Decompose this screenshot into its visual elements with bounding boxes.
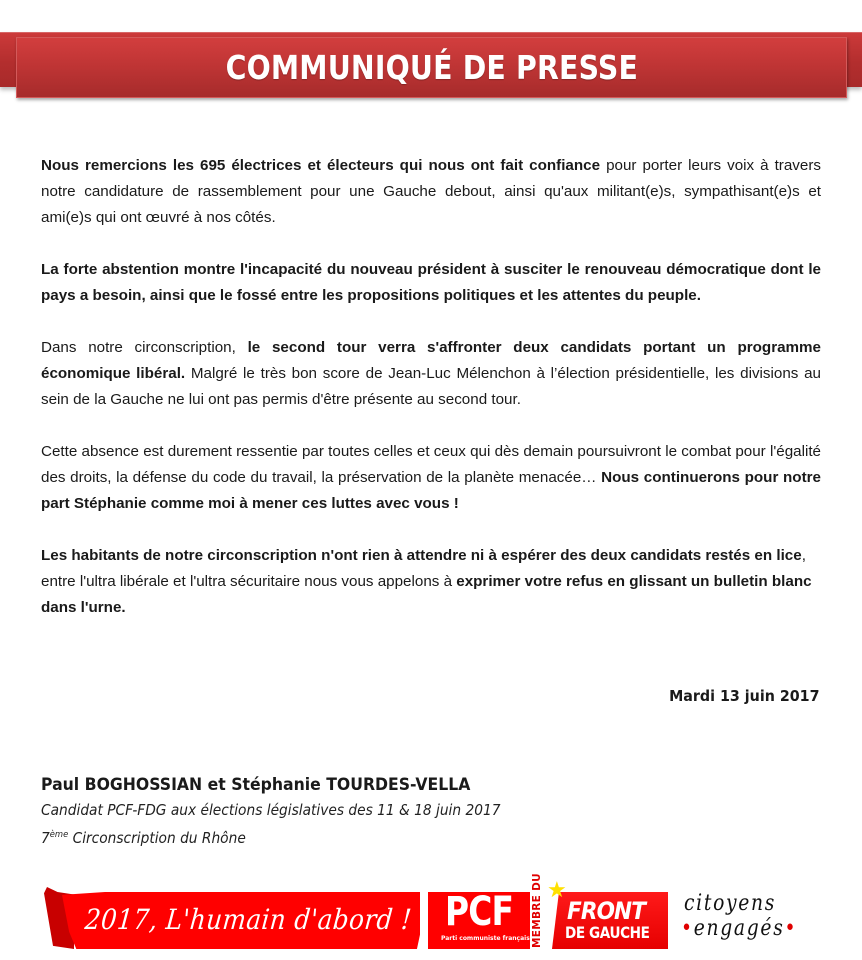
candidate-names: Paul BOGHOSSIAN et Stéphanie TOURDES-VELLA: [41, 775, 471, 794]
citoyens-logo-line2: [681, 916, 797, 941]
signature-block: [41, 771, 535, 851]
footer-logos: [0, 875, 862, 955]
pcf-logo: PCF: [445, 889, 514, 935]
red-dot-icon: •: [681, 916, 694, 941]
district-suffix: ème: [49, 830, 69, 840]
paragraph-call-to-action: [41, 543, 821, 621]
paragraph-abstention: [41, 257, 821, 309]
district-text: Circonscription du Rhône: [68, 829, 246, 847]
page-title: COMMUNIQUÉ DE PRESSE: [225, 48, 638, 87]
candidate-role: Candidat PCF-FDG aux élections législatives des 11 & 18 juin 2017: [41, 802, 501, 819]
text-bold: La forte abstention montre l'incapacité du nouveau président à susciter le renouveau démocratique dont le pays a besoin, ainsi que le fossé entre les propositions politiques et les attentes du peuple.: [41, 261, 821, 304]
star-icon: ★: [547, 877, 567, 902]
paragraph-absence: [41, 439, 821, 517]
text-regular: Cette absence est durement ressentie par toutes celles et ceux qui dès demain poursuivront le combat pour l'égalité des droits, la défense du code du travail, la préservation de la planète menacée…: [41, 443, 821, 486]
membre-du-label: MEMBRE DU: [531, 873, 543, 948]
text-bold: exprimer votre refus en glissant un bulletin blanc dans l'urne.: [41, 573, 812, 616]
header-banner: [0, 32, 862, 87]
front-de-gauche-line1: FRONT: [567, 897, 646, 925]
text-regular: Malgré le très bon score de Jean-Luc Mélenchon à l’élection présidentielle, les divisions au sein de la Gauche ne lui ont pas permis d'être présente au second tour.: [41, 365, 821, 408]
header-banner-inner: [16, 37, 847, 98]
slogan-text: 2017, L'humain d'abord !: [83, 903, 414, 936]
text-bold: le second tour verra s'affronter deux candidats portant un programme économique libéral.: [41, 339, 822, 382]
paragraph-thanks: [41, 153, 821, 231]
text-bold: Nous continuerons pour notre part Stéphanie comme moi à mener ces luttes avec vous !: [41, 469, 821, 512]
citoyens-logo-line1: citoyens: [684, 891, 777, 916]
front-de-gauche-line2: DE GAUCHE: [565, 923, 650, 942]
release-date: Mardi 13 juin 2017: [669, 687, 820, 705]
pcf-subtitle: Parti communiste français: [441, 935, 530, 942]
paragraph-second-round: [41, 335, 821, 413]
text-bold: Les habitants de notre circonscription n'ont rien à attendre ni à espérer des deux candidats restés en lice: [41, 547, 802, 564]
red-dot-icon: •: [784, 916, 798, 941]
press-release-body: [41, 153, 821, 647]
district-line: [41, 823, 500, 851]
district-number: 7: [41, 829, 50, 847]
text-regular: Dans notre circonscription,: [41, 339, 248, 356]
text-bold: Nous remercions les 695 électrices et électeurs qui nous ont fait confiance: [41, 157, 601, 174]
text-regular: , entre l'ultra libérale et l'ultra sécuritaire nous vous appelons à: [41, 547, 806, 590]
text-regular: pour porter leurs voix à travers notre candidature de rassemblement pour une Gauche debout, ainsi qu'aux militant(e)s, sympathisant(e)s et ami(e)s qui ont œuvré à nos côtés.: [41, 157, 821, 226]
engages-text: engagés: [693, 916, 785, 941]
